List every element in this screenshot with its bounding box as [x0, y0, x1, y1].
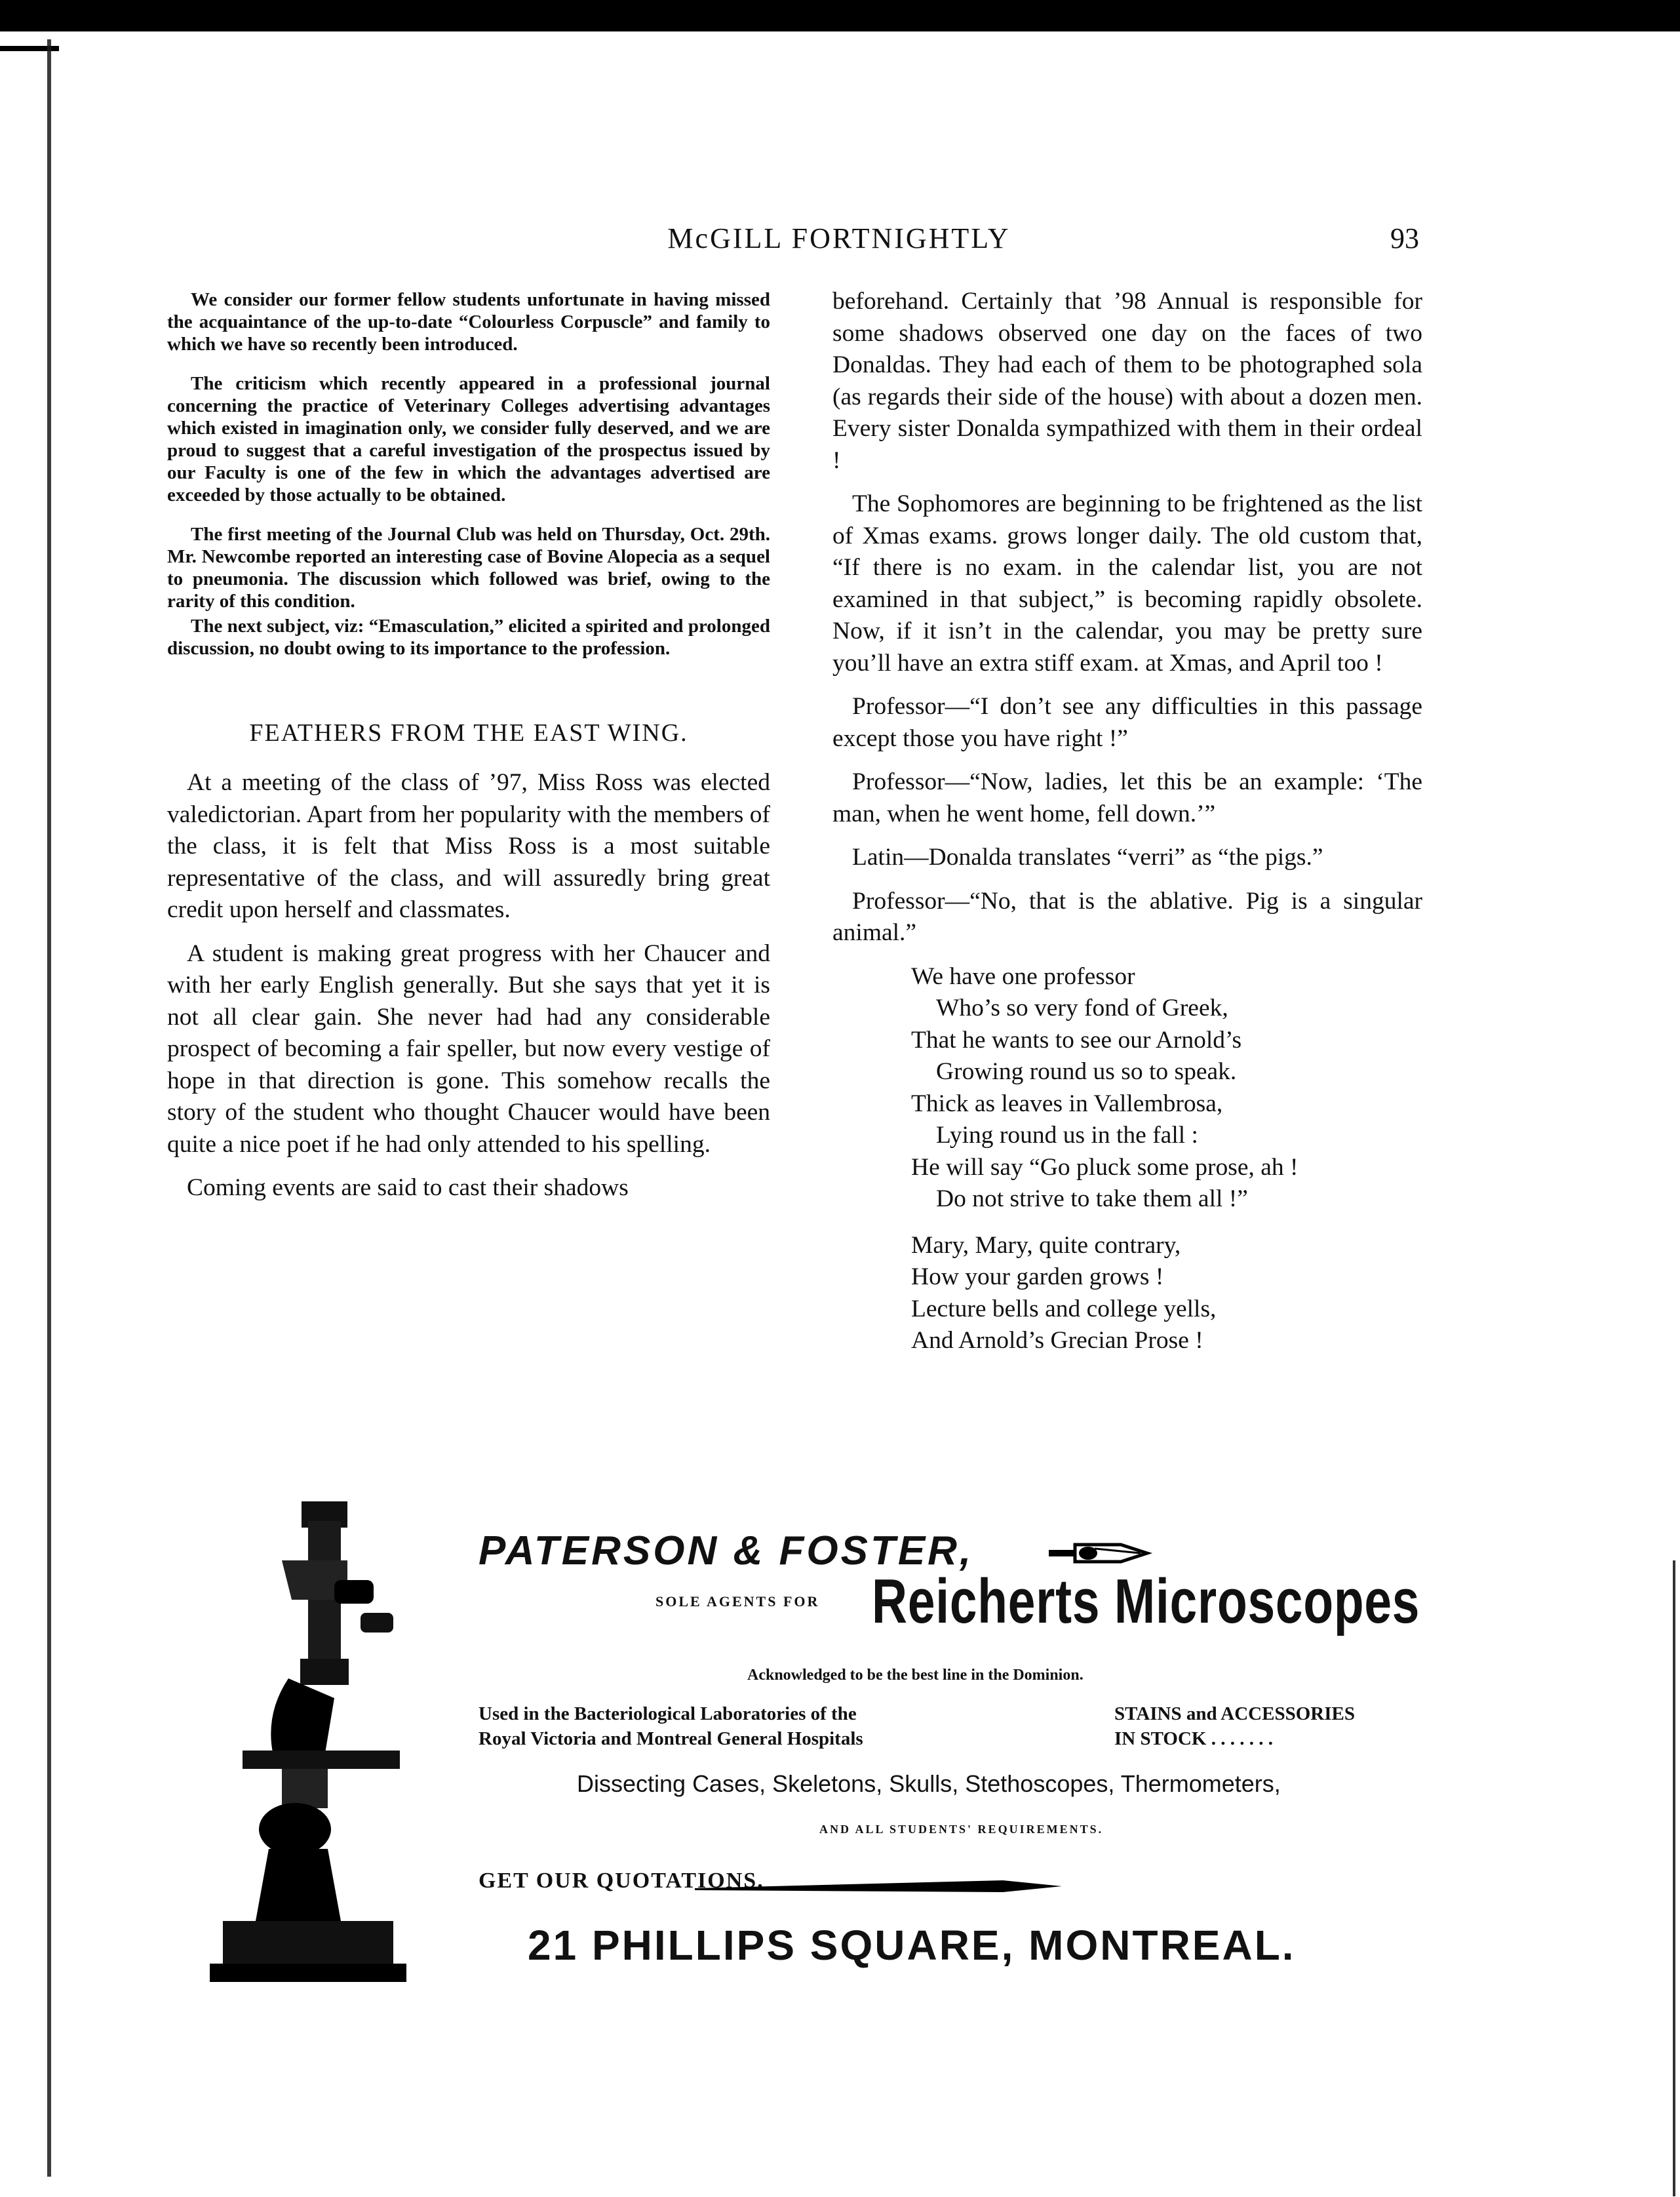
poem-line: Lying round us in the fall :: [936, 1122, 1198, 1149]
poem-line: Do not strive to take them all !”: [936, 1185, 1248, 1212]
paragraph: We consider our former fellow students unfortunate in having missed the acquaintance of the up-to-date “Colourless Corpuscle” and family to which we have so recently been introduced.: [167, 289, 770, 355]
poem: [911, 961, 1422, 1357]
left-column: [167, 288, 770, 1216]
requirements-line: AND ALL STUDENTS' REQUIREMENTS.: [819, 1823, 1104, 1836]
paragraph: beforehand. Certainly that ’98 Annual is responsible for some shadows observed one day on the faces of two Donaldas. They had each of them to be photographed sola (as regards their side of the house) with about a dozen men. Every sister Donalda sympathized with them in their ordeal !: [832, 288, 1422, 474]
poem-line: Thick as leaves in Vallembrosa,: [911, 1090, 1223, 1117]
acknowledged-line: Acknowledged to be the best line in the Dominion.: [747, 1667, 1084, 1684]
poem-stanza: [911, 1230, 1422, 1357]
running-title: McGILL FORTNIGHTLY: [667, 222, 1011, 254]
brand-name: Reicherts Microscopes: [872, 1566, 1420, 1636]
poem-line: And Arnold’s Grecian Prose !: [911, 1327, 1203, 1354]
paragraph: The next subject, viz: “Emasculation,” elicited a spirited and prolonged discussion, no doubt owing to its importance to the profession.: [167, 616, 770, 659]
paragraph: Latin—Donalda translates “verri” as “the pigs.”: [852, 844, 1323, 871]
in-stock-line: IN STOCK . . . . . . .: [1114, 1728, 1273, 1749]
quotation-rule: [695, 1880, 1062, 1892]
page-header: [0, 222, 1680, 261]
paragraph: The criticism which recently appeared in a professional journal concerning the practice of Veterinary Colleges advertising advantages which existed in imagination only, we consider fully deserved, and we are proud to suggest that a careful investigation of the prospectus issued by our Faculty is one of the few in which the advantages advertised are exceeded by those actually to be obtained.: [167, 373, 770, 505]
poem-line: Who’s so very fond of Greek,: [936, 995, 1228, 1021]
scan-top-border: [0, 0, 1680, 31]
microscope-illustration: [184, 1501, 433, 2000]
advertisement: [157, 1488, 1468, 2013]
poem-line: How your garden grows !: [911, 1263, 1164, 1290]
products-line: Dissecting Cases, Skeletons, Skulls, Stethoscopes, Thermometers,: [577, 1770, 1281, 1797]
poem-line: We have one professor: [911, 962, 1135, 990]
paragraph: Professor—“Now, ladies, let this be an example: ‘The man, when he went home, fell down.’”: [832, 768, 1422, 827]
stains-line: STAINS and ACCESSORIES: [1114, 1703, 1355, 1724]
section-heading: FEATHERS FROM THE EAST WING.: [249, 719, 688, 747]
poem-line: Lecture bells and college yells,: [911, 1295, 1217, 1322]
poem-line: That he wants to see our Arnold’s: [911, 1026, 1242, 1054]
address-line: 21 PHILLIPS SQUARE, MONTREAL.: [528, 1922, 1296, 1969]
poem-line: Growing round us so to speak.: [936, 1058, 1237, 1085]
paragraph: A student is making great progress with her Chaucer and with her early English generally. But she says that yet it is not all clear gain. She never had had any considerable prospect of becoming a fair speller, but now every vestige of hope in that direction is gone. This somehow recalls the story of the student who thought Chaucer would have been quite a nice poet if he had only attended to his spelling.: [167, 940, 770, 1158]
used-in-line: Used in the Bacteriological Laboratories of the: [479, 1703, 857, 1724]
firm-name: PATERSON & FOSTER,: [479, 1528, 974, 1574]
quotations-line: GET OUR QUOTATIONS.: [479, 1869, 764, 1893]
poem-line: Mary, Mary, quite contrary,: [911, 1231, 1181, 1259]
paragraph: At a meeting of the class of ’97, Miss Ross was elected valedictorian. Apart from her popularity with the members of the class, it is felt that Miss Ross is a most suitable representative of the class, and will assuredly bring great credit upon herself and classmates.: [167, 769, 770, 923]
hospitals-line: Royal Victoria and Montreal General Hospitals: [479, 1728, 863, 1749]
scan-left-edge: [47, 39, 51, 2177]
poem-line: He will say “Go pluck some prose, ah !: [911, 1153, 1299, 1181]
sole-agents-label: SOLE AGENTS FOR: [655, 1593, 820, 1610]
scan-right-edge: [1673, 1560, 1675, 2196]
paragraph: Coming events are said to cast their shadows: [187, 1174, 629, 1201]
page-number: 93: [1390, 222, 1419, 254]
paragraph: Professor—“I don’t see any difficulties in this passage except those you have right !”: [832, 693, 1422, 752]
right-column: [832, 286, 1422, 1357]
paragraph: The Sophomores are beginning to be frightened as the list of Xmas exams. grows longer daily. The old custom that, “If there is no exam. in the calendar list, you are not examined in that subject,” is becoming rapidly obsolete. Now, if it isn’t in the calendar, you may be pretty sure you’ll have an extra stiff exam. at Xmas, and April too !: [832, 490, 1422, 677]
paragraph: The first meeting of the Journal Club was held on Thursday, Oct. 29th. Mr. Newcombe reported an interesting case of Bovine Alopecia as a sequel to pneumonia. The discussion which followed was brief, owing to the rarity of this condition.: [167, 524, 770, 612]
paragraph: Professor—“No, that is the ablative. Pig is a singular animal.”: [832, 887, 1422, 946]
